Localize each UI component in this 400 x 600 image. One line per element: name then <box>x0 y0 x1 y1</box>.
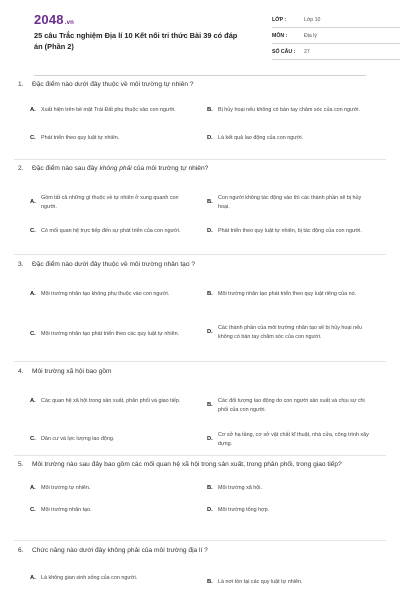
option-d[interactable]: D. Phát triển theo quy luật tự nhiên, bị tác động của con người. <box>207 228 362 234</box>
option-c[interactable]: C. Môi trường nhân tạo. <box>30 507 92 513</box>
option-d[interactable]: D. Môi trường tổng hợp. <box>207 507 270 513</box>
option-b[interactable]: B. Các đối tượng lao động do con người sản xuất và chịu sự chi phối của con người. <box>207 398 365 413</box>
question-2 <box>14 164 386 252</box>
option-a[interactable]: A. Gồm tất cả những gì thuộc về tự nhiên ở xung quanh con người. <box>30 195 179 210</box>
option-a[interactable]: A. Môi trường tự nhiên. <box>30 485 91 491</box>
question-text: Môi trường xã hội bao gồm <box>32 368 112 375</box>
option-d[interactable]: D. Các thành phần của môi trường nhân tạo sẽ bị hủy hoại nếu không có bàn tay chăm sóc của con người. <box>207 325 363 340</box>
question-number: 1. <box>18 81 24 88</box>
question-text: Đặc điểm nào dưới đây thuộc về môi trường tự nhiên ? <box>32 81 194 88</box>
option-d[interactable]: D. Cơ sở hạ tầng, cơ sở vật chất kĩ thuật, nhà cửa, công trình xây dựng. <box>207 432 369 447</box>
question-divider <box>14 361 386 362</box>
option-a[interactable]: A. Các quan hệ xã hội trong sản xuất, phân phối và giao tiếp. <box>30 398 181 404</box>
option-a[interactable]: A. Môi trường nhân tạo không phụ thuộc vào con người. <box>30 291 170 297</box>
question-6 <box>14 546 386 598</box>
option-b[interactable]: B. Con người không tác động vào thì các thành phần sẽ bị hủy hoại. <box>207 195 362 210</box>
option-d[interactable]: D. Là kết quả lao động của con người. <box>207 135 304 141</box>
question-4 <box>14 367 386 463</box>
question-text: Môi trường nào sau đây bao gồm các mối quan hệ xã hội trong sản xuất, trong phân phối, trong giao tiếp? <box>32 461 342 468</box>
question-number: 6. <box>18 547 24 554</box>
meta-row-subject: MÔN : Địa lý <box>272 28 400 44</box>
question-number: 3. <box>18 261 24 268</box>
meta-row-question-count: SỐ CÂU : 27 <box>272 44 400 60</box>
question-text: Đặc điểm nào sau đây không phải của môi trường tự nhiên? <box>32 165 209 172</box>
document-title: 25 câu Trắc nghiệm Địa lí 10 Kết nối tri thức Bài 39 có đáp án (Phần 2) <box>34 31 238 51</box>
option-c[interactable]: C. Dân cư và lực lượng lao động. <box>30 436 115 442</box>
question-3 <box>14 260 386 368</box>
question-divider <box>14 159 386 160</box>
question-divider <box>14 540 386 541</box>
document-header <box>20 0 380 78</box>
option-b[interactable]: B. Môi trường xã hội. <box>207 485 262 491</box>
header-divider <box>34 75 366 76</box>
meta-row-grade: LỚP : Lớp 10 <box>272 12 400 28</box>
question-5 <box>14 460 386 530</box>
question-text: Chức năng nào dưới đây không phải của môi trường địa lí ? <box>32 547 208 554</box>
option-c[interactable]: C. Có mối quan hệ trực tiếp đến sự phát triển của con người. <box>30 228 181 234</box>
option-c[interactable]: C. Phát triển theo quy luật tự nhiên. <box>30 135 120 141</box>
question-divider <box>14 254 386 255</box>
option-b[interactable]: B. Là nơi tồn tại các quy luật tự nhiên. <box>207 579 303 585</box>
question-number: 4. <box>18 368 24 375</box>
question-divider <box>14 455 386 456</box>
option-a[interactable]: A. Xuất hiện trên bề mặt Trái Đất phụ thuộc vào con người. <box>30 107 176 113</box>
question-1 <box>14 80 386 148</box>
option-c[interactable]: C. Môi trường nhân tạo phát triển theo các quy luật tự nhiên. <box>30 331 180 337</box>
question-number: 2. <box>18 165 24 172</box>
question-number: 5. <box>18 461 24 468</box>
option-b[interactable]: B. Môi trường nhân tạo phát triển theo quy luật riêng của nó. <box>207 291 357 297</box>
meta-info-table <box>272 12 400 60</box>
option-b[interactable]: B. Bị hủy hoại nếu không có bàn tay chăm sóc của con người. <box>207 107 360 113</box>
site-logo[interactable]: 2048.vn <box>34 12 75 27</box>
option-a[interactable]: A. Là không gian sinh sống của con người. <box>30 575 138 581</box>
question-text: Đặc điểm nào dưới đây thuộc về môi trường nhân tạo ? <box>32 261 195 268</box>
